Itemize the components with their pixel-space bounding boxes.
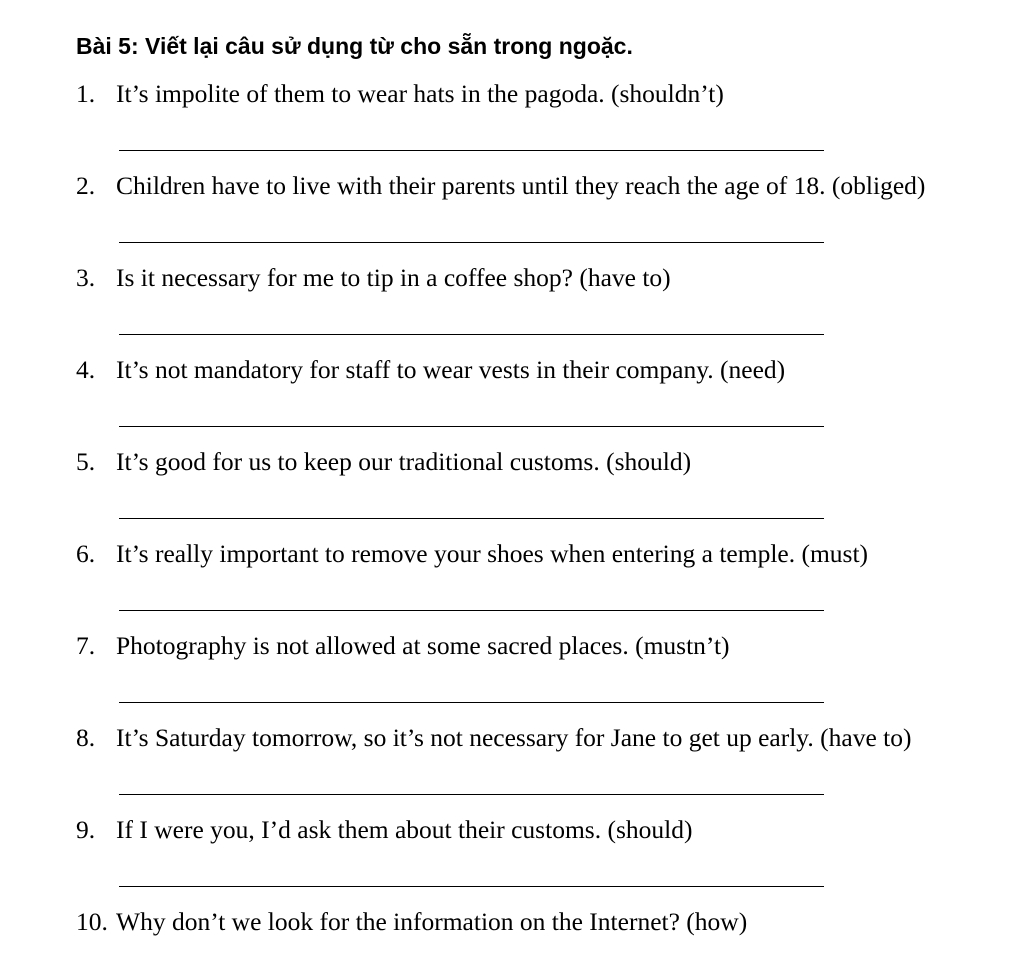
question-text: It’s impolite of them to wear hats in the pagoda. (shouldn’t): [116, 79, 724, 108]
question-text: Photography is not allowed at some sacred places. (mustn’t): [116, 631, 730, 660]
question-text: It’s really important to remove your shoes when entering a temple. (must): [116, 539, 869, 568]
question-text: It’s Saturday tomorrow, so it’s not necessary for Jane to get up early. (have to): [116, 723, 912, 752]
question-number: 9.: [76, 815, 96, 844]
exercise-heading: Bài 5: Viết lại câu sử dụng từ cho sẵn trong ngoặc.: [76, 33, 633, 59]
question-6: [76, 537, 868, 577]
question-text: Is it necessary for me to tip in a coffee shop? (have to): [116, 263, 671, 292]
question-10: [76, 905, 747, 945]
question-7: [76, 629, 730, 669]
question-2: [76, 169, 925, 209]
question-9: [76, 813, 692, 853]
question-text: If I were you, I’d ask them about their customs. (should): [116, 815, 693, 844]
question-number: 1.: [76, 79, 96, 108]
answer-line-9[interactable]: [119, 886, 824, 887]
question-1: [76, 77, 724, 117]
question-number: 4.: [76, 355, 96, 384]
answer-line-1[interactable]: [119, 150, 824, 151]
question-text: Why don’t we look for the information on the Internet? (how): [116, 907, 748, 936]
question-5: [76, 445, 691, 485]
question-3: [76, 261, 671, 301]
answer-line-3[interactable]: [119, 334, 824, 335]
question-number: 5.: [76, 447, 96, 476]
question-8: [76, 721, 911, 761]
question-number: 2.: [76, 171, 96, 200]
question-number: 3.: [76, 263, 96, 292]
answer-line-7[interactable]: [119, 702, 824, 703]
question-number: 8.: [76, 723, 96, 752]
question-number: 10.: [76, 907, 108, 936]
question-4: [76, 353, 785, 393]
answer-line-6[interactable]: [119, 610, 824, 611]
question-text: It’s not mandatory for staff to wear vests in their company. (need): [116, 355, 786, 384]
answer-line-2[interactable]: [119, 242, 824, 243]
question-number: 6.: [76, 539, 96, 568]
answer-line-5[interactable]: [119, 518, 824, 519]
question-text: It’s good for us to keep our traditional customs. (should): [116, 447, 692, 476]
question-text: Children have to live with their parents until they reach the age of 18. (obliged): [116, 171, 926, 200]
answer-line-4[interactable]: [119, 426, 824, 427]
answer-line-8[interactable]: [119, 794, 824, 795]
question-number: 7.: [76, 631, 96, 660]
